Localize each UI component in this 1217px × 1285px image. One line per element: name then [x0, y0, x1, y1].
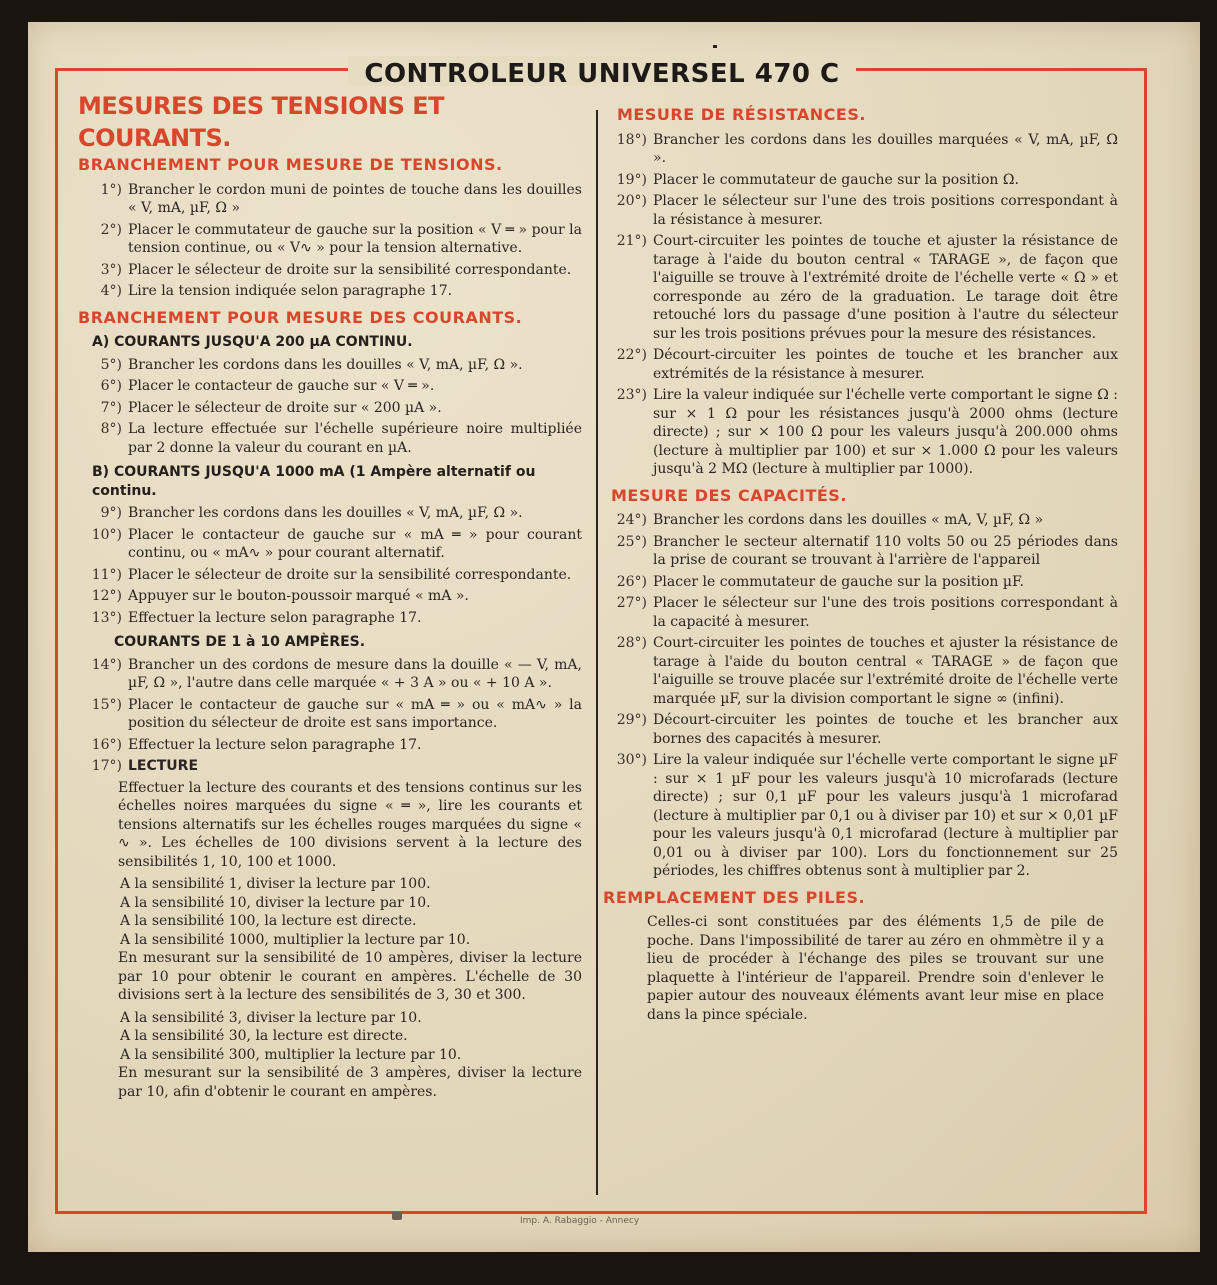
- list-item: [603, 511, 1118, 530]
- lecture-paragraph-3: En mesurant sur la sensibilité de 3 ampères, diviser la lecture par 10, afin d'obtenir le courant en ampères.: [118, 1065, 582, 1100]
- item-text: Décourt-circuiter les pointes de touche et les brancher aux extrémités de la résistance à mesurer.: [653, 347, 1118, 382]
- item-text: Placer le contacteur de gauche sur « mA ═ » pour courant continu, ou « mA∿ » pour courant alternatif.: [128, 526, 582, 561]
- item-text: Brancher les cordons dans les douilles « V, mA, µF, Ω ».: [128, 505, 523, 521]
- printer-credit: Imp. A. Rabaggio - Annecy: [520, 1216, 640, 1226]
- tensions-list: [78, 181, 582, 301]
- list-item: [78, 656, 582, 693]
- section-heading-courants: BRANCHEMENT POUR MESURE DES COURANTS.: [78, 307, 523, 327]
- item-number: 7°): [100, 399, 122, 416]
- lecture-line: A la sensibilité 10, diviser la lecture par 10.: [120, 894, 431, 911]
- item-text: Placer le contacteur de gauche sur « mA ═ » ou « mA∿ » la position du sélecteur de droite est sans importance.: [128, 696, 582, 731]
- item-number: 23°): [616, 387, 647, 403]
- list-item: [603, 533, 1118, 570]
- item-text: Placer le sélecteur de droite sur la sensibilité correspondante.: [128, 261, 572, 278]
- item-text: Placer le commutateur de gauche sur la position µF.: [653, 573, 1024, 590]
- list-item: [78, 566, 582, 585]
- lecture-line: A la sensibilité 30, la lecture est directe.: [120, 1028, 408, 1044]
- item-number: 18°): [616, 131, 647, 148]
- item-number: 21°): [616, 233, 647, 249]
- list-item: [603, 751, 1118, 881]
- list-item: [603, 192, 1118, 229]
- item-text: Placer le contacteur de gauche sur « V ═ ».: [128, 378, 435, 394]
- item-text: Brancher les cordons dans les douilles « mA, V, µF, Ω »: [653, 512, 1044, 528]
- list-item: [603, 386, 1118, 479]
- item-number: 17°): [91, 758, 122, 774]
- section-heading-piles: REMPLACEMENT DES PILES.: [603, 887, 866, 907]
- piles-paragraph: Celles-ci sont constituées par des éléments 1,5 de pile de poche. Dans l'impossibilité de tarer au zéro en ohmmètre il y a lieu de procéder à l'échange des piles se trouvant sur une plaquette à l'intérieur de l'appareil. Prendre soin d'enlever le papier autour des nouveaux éléments avant leur mise en place dans la pince spéciale.: [647, 914, 1104, 1023]
- lecture-lines-1: [78, 875, 582, 949]
- lecture-line: A la sensibilité 100, la lecture est directe.: [120, 913, 417, 929]
- item-text: Effectuer la lecture selon paragraphe 17.: [128, 736, 422, 753]
- item-number: 11°): [91, 566, 122, 583]
- list-item: [78, 696, 582, 733]
- lecture-line: A la sensibilité 3, diviser la lecture par 10.: [120, 1009, 422, 1026]
- subheading-b: B) COURANTS JUSQU'A 1000 mA (1 Ampère alternatif ou continu.: [92, 464, 536, 499]
- item-number: 19°): [616, 171, 647, 188]
- list-item: [78, 221, 582, 258]
- item-text: Brancher le secteur alternatif 110 volts 50 ou 25 périodes dans la prise de courant se trouvant à l'arrière de l'appareil: [653, 533, 1118, 568]
- subheading-a: A) COURANTS JUSQU'A 200 µA CONTINU.: [92, 334, 413, 350]
- item-number: 8°): [100, 421, 122, 437]
- item-number: 15°): [91, 696, 122, 713]
- item-number: 6°): [100, 378, 122, 394]
- subheading-c: COURANTS DE 1 à 10 AMPÈRES.: [114, 634, 366, 650]
- printer-mark: [392, 1212, 402, 1220]
- item-number: 16°): [91, 736, 122, 753]
- list-item: [603, 131, 1118, 168]
- section-heading-resistances: MESURE DE RÉSISTANCES.: [617, 105, 866, 124]
- lecture-line: A la sensibilité 1000, multiplier la lecture par 10.: [120, 931, 471, 948]
- item-number: 20°): [616, 193, 647, 209]
- list-item: [603, 711, 1118, 748]
- item-text: La lecture effectuée sur l'échelle supérieure noire multipliée par 2 donne la valeur du courant en µA.: [128, 421, 582, 456]
- list-item: [603, 232, 1118, 343]
- item-number: 25°): [616, 533, 647, 550]
- list-item: [78, 526, 582, 563]
- item-text: Brancher les cordons dans les douilles marquées « V, mA, µF, Ω ».: [653, 131, 1118, 166]
- item-text: Placer le sélecteur de droite sur la sensibilité correspondante.: [128, 566, 572, 583]
- lecture-paragraph: Effectuer la lecture des courants et des tensions continus sur les échelles noires marquées du signe « ═ », lire les courants et tensions alternatifs sur les échelles rouges marquées du signe « ∿ ». Les échelles de 100 divisions servent à la lecture des sensibilités 1, 10, 100 et 1000.: [118, 779, 582, 870]
- item-number: 26°): [616, 573, 647, 590]
- item-text: Placer le sélecteur sur l'une des trois positions correspondant à la capacité à mesurer.: [653, 595, 1118, 630]
- item-number: 28°): [616, 635, 647, 651]
- section-heading-tensions: BRANCHEMENT POUR MESURE DE TENSIONS.: [78, 155, 503, 174]
- list-item: [78, 587, 582, 606]
- section-heading-capacites: MESURE DES CAPACITÉS.: [611, 485, 847, 505]
- item-text: Décourt-circuiter les pointes de touche et les brancher aux bornes des capacités à mesurer.: [653, 712, 1118, 747]
- main-heading: MESURES DES TENSIONS ET COURANTS.: [78, 92, 444, 152]
- item-number: 12°): [91, 588, 122, 604]
- item-number: 5°): [100, 356, 122, 373]
- item-number: 22°): [616, 347, 647, 363]
- item-number: 1°): [100, 181, 122, 198]
- item-number: 13°): [91, 609, 122, 626]
- item-number: 2°): [100, 221, 122, 238]
- item-text: Lire la valeur indiquée sur l'échelle verte comportant le signe Ω : sur × 1 Ω pour les résistances jusqu'à 2000 ohms (lecture directe) ; sur × 100 Ω pour les valeurs jusqu'à 200.000 ohms (lecture à multiplier par 100) et sur × 1.000 Ω pour les valeurs jusqu'à 2 MΩ (lecture à multiplier par 1000).: [653, 387, 1118, 477]
- list-item: [78, 609, 582, 628]
- list-item: [78, 399, 582, 418]
- item-number: 4°): [100, 283, 122, 299]
- item-text: Brancher les cordons dans les douilles « V, mA, µF, Ω ».: [128, 356, 523, 373]
- item-text: Brancher un des cordons de mesure dans la douille « — V, mA, µF, Ω », l'autre dans celle marquée « + 3 A » ou « + 10 A ».: [128, 656, 582, 691]
- item-text: Appuyer sur le bouton-poussoir marqué « mA ».: [128, 588, 469, 604]
- item-number: 14°): [91, 656, 122, 673]
- column-divider: [596, 110, 598, 1195]
- item-number: 10°): [91, 526, 122, 543]
- right-column: [603, 104, 1118, 1028]
- resistances-list: [603, 131, 1118, 479]
- list-item: [603, 346, 1118, 383]
- list-item: [78, 261, 582, 280]
- item-text: Placer le commutateur de gauche sur la position Ω.: [653, 171, 1019, 188]
- list-item: [78, 181, 582, 218]
- lecture-heading-row: [78, 757, 582, 776]
- item-number: 30°): [616, 752, 647, 768]
- item-text: Court-circuiter les pointes de touche et ajuster la résistance de tarage à l'aide du bouton central « TARAGE », de façon que l'aiguille se trouve à l'extrémité droite de l'échelle verte « Ω » et corresponde au zéro de la graduation. Le tarage doit être retouché lors du passage d'une position à l'autre du sélecteur sur les trois positions prévues pour la mesure des résistances.: [653, 233, 1118, 342]
- list-item: [78, 377, 582, 396]
- courants-c-list: [78, 656, 582, 755]
- item-number: 27°): [616, 595, 647, 611]
- item-text: Placer le commutateur de gauche sur la position « V ═ » pour la tension continue, ou « V∿ » pour la tension alternative.: [128, 221, 582, 256]
- lecture-lines-2: [78, 1009, 582, 1065]
- item-text: Court-circuiter les pointes de touches et ajuster la résistance de tarage à l'aide du bouton central « TARAGE » de façon que l'aiguille se trouve placée sur l'extrémité droite de l'échelle verte marquée µF, sur la division comportant le signe ∞ (infini).: [653, 635, 1118, 707]
- item-number: 24°): [616, 512, 647, 528]
- item-text: Placer le sélecteur sur l'une des trois positions correspondant à la résistance à mesurer.: [653, 193, 1118, 228]
- lecture-line: A la sensibilité 1, diviser la lecture par 100.: [120, 876, 431, 892]
- item-text: Effectuer la lecture selon paragraphe 17.: [128, 609, 422, 626]
- list-item: [78, 282, 582, 301]
- lecture-heading: LECTURE: [128, 758, 199, 774]
- list-item: [78, 736, 582, 755]
- ink-speck: [713, 45, 717, 48]
- page-title: CONTROLEUR UNIVERSEL 470 C: [364, 59, 840, 89]
- lecture-paragraph-2: En mesurant sur la sensibilité de 10 ampères, diviser la lecture par 10 pour obtenir le courant en ampères. L'échelle de 30 divisions sert à la lecture des sensibilités de 3, 30 et 300.: [118, 950, 582, 1003]
- item-number: 3°): [100, 261, 122, 278]
- list-item: [603, 634, 1118, 708]
- lecture-line: A la sensibilité 300, multiplier la lecture par 10.: [120, 1046, 462, 1063]
- list-item: [78, 356, 582, 375]
- list-item: [603, 594, 1118, 631]
- item-text: Placer le sélecteur de droite sur « 200 µA ».: [128, 399, 442, 416]
- list-item: [603, 573, 1118, 592]
- item-text: Lire la tension indiquée selon paragraphe 17.: [128, 283, 453, 299]
- list-item: [603, 171, 1118, 190]
- list-item: [78, 420, 582, 457]
- item-text: Lire la valeur indiquée sur l'échelle verte comportant le signe µF : sur × 1 µF pour les valeurs jusqu'à 10 microfarads (lecture directe) ; sur 0,1 µF pour les valeurs jusqu'à 1 microfarad (lecture à multiplier par 0,1 ou à diviser par 10) et sur × 0,01 µF pour les valeurs jusqu'à 0,1 microfarad (lecture à multiplier par 0,01 ou à diviser par 100). Lors du fonctionnement sur 25 périodes, les chiffres obtenus sont à multiplier par 2.: [653, 752, 1118, 879]
- list-item: [78, 504, 582, 523]
- left-column: [78, 90, 582, 1105]
- courants-a-list: [78, 356, 582, 458]
- item-number: 9°): [100, 505, 122, 521]
- item-number: 29°): [616, 712, 647, 728]
- courants-b-list: [78, 504, 582, 627]
- capacites-list: [603, 511, 1118, 881]
- item-text: Brancher le cordon muni de pointes de touche dans les douilles « V, mA, µF, Ω »: [128, 181, 582, 216]
